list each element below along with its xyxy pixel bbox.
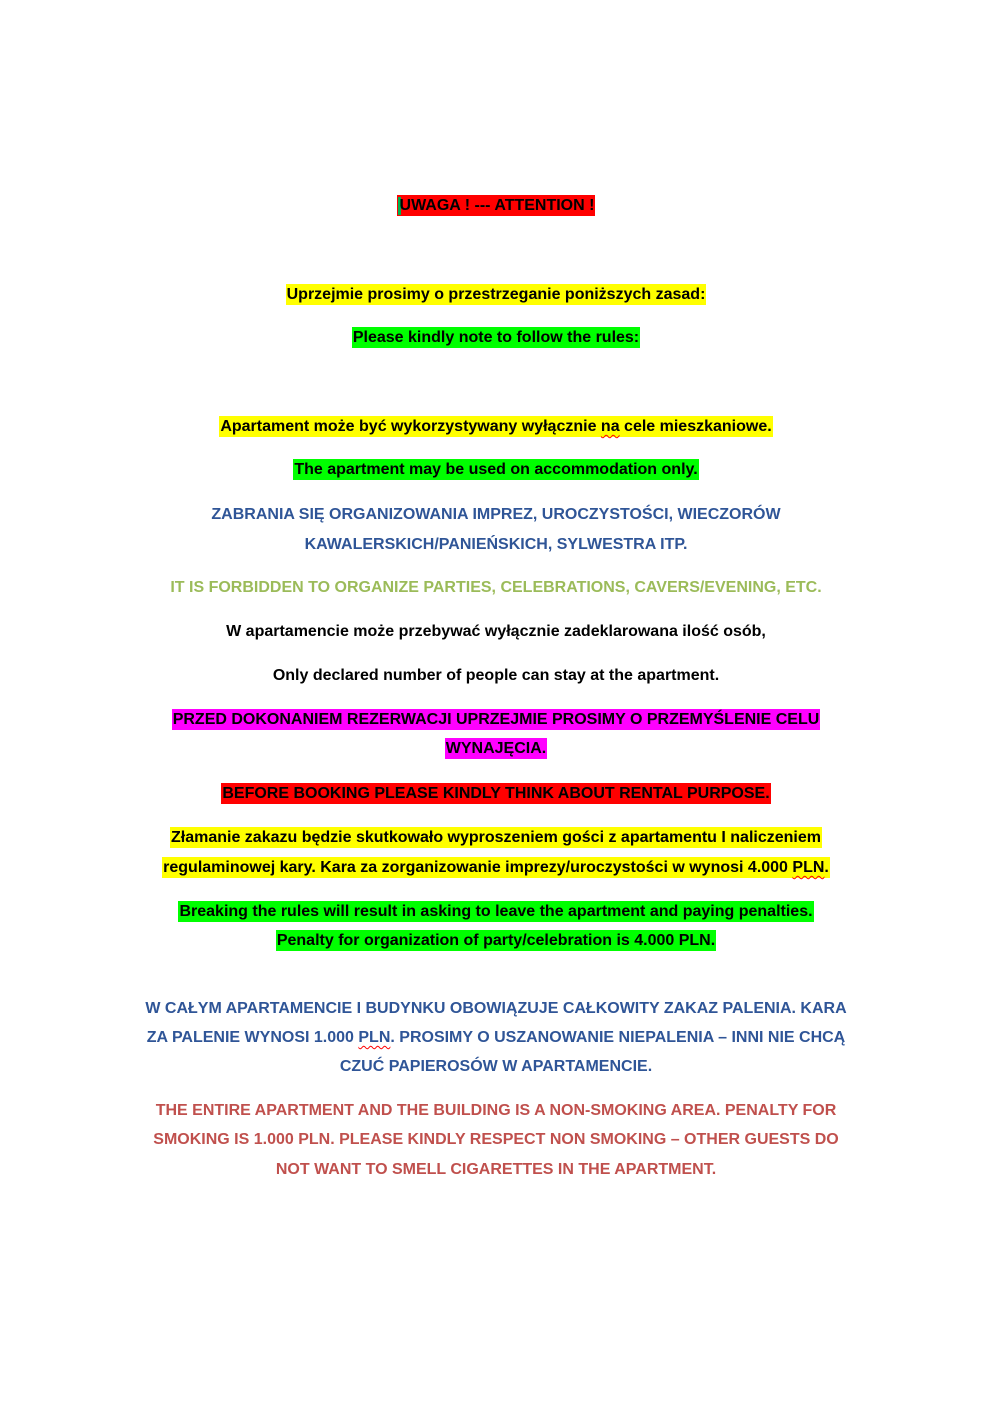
penalty-pl-part: PLN: [792, 859, 825, 876]
purpose-pl-line-1: [0, 705, 992, 735]
parties-en: IT IS FORBIDDEN TO ORGANIZE PARTIES, CELEBRATIONS, CAVERS/EVENING, ETC.: [170, 579, 822, 596]
rule-use-en: The apartment may be used on accommodation only.: [294, 461, 698, 478]
smoking-pl-line-3: CZUĆ PAPIEROSÓW W APARTAMENCIE.: [339, 1058, 653, 1075]
rule-use-en-line: [0, 455, 992, 485]
intro-pl: Uprzejmie prosimy o przestrzeganie poniższych zasad:: [286, 286, 706, 303]
smoking-pl-part: ZA PALENIE WYNOSI 1.000: [146, 1029, 359, 1046]
smoking-pl-part: PLN: [358, 1029, 391, 1046]
purpose-pl-line-2: [0, 734, 992, 764]
smoking-en-line-1: THE ENTIRE APARTMENT AND THE BUILDING IS A NON-SMOKING AREA. PENALTY FOR: [155, 1102, 837, 1119]
penalty-pl-line-1: [0, 823, 992, 853]
penalty-pl-2: [162, 857, 830, 878]
intro-pl-line: [0, 280, 992, 310]
parties-pl-line-1: ZABRANIA SIĘ ORGANIZOWANIA IMPREZ, UROCZYSTOŚCI, WIECZORÓW: [211, 506, 781, 523]
smoking-pl-part: . PROSIMY O USZANOWANIE NIEPALENIA – INNI NIE CHCĄ: [390, 1029, 846, 1046]
intro-en-line: [0, 323, 992, 353]
rule-use-pl-line: [0, 412, 992, 442]
rule-use-pl-part: na: [600, 418, 620, 435]
purpose-en-line: [0, 779, 992, 809]
smoking-pl-line-1: W CAŁYM APARTAMENCIE I BUDYNKU OBOWIĄZUJE CAŁKOWITY ZAKAZ PALENIA. KARA: [145, 1000, 847, 1017]
rule-use-pl: [219, 416, 772, 437]
parties-pl-line-2: KAWALERSKICH/PANIEŃSKICH, SYLWESTRA ITP.: [304, 536, 688, 553]
people-en: Only declared number of people can stay at the apartment.: [272, 667, 720, 684]
title-line: [0, 191, 992, 221]
attention-title: [397, 195, 596, 216]
attention-title-text: UWAGA ! --- ATTENTION !: [399, 197, 595, 214]
penalty-pl-1: Złamanie zakazu będzie skutkowało wyproszeniem gości z apartamentu I naliczeniem: [171, 829, 821, 846]
penalty-en-line-2: [0, 926, 992, 956]
people-pl: W apartamencie może przebywać wyłącznie zadeklarowana ilość osób,: [226, 623, 766, 640]
purpose-pl-2: WYNAJĘCIA.: [445, 740, 547, 757]
smoking-en-line-3: NOT WANT TO SMELL CIGARETTES IN THE APARTMENT.: [275, 1161, 717, 1178]
penalty-pl-part: .: [824, 859, 829, 876]
smoking-en-line-2: SMOKING IS 1.000 PLN. PLEASE KINDLY RESPECT NON SMOKING – OTHER GUESTS DO: [153, 1131, 839, 1148]
penalty-en-line-1: [0, 897, 992, 927]
penalty-en-1: Breaking the rules will result in asking to leave the apartment and paying penalties.: [179, 903, 813, 920]
penalty-pl-line-2: [0, 853, 992, 883]
penalty-en-2: Penalty for organization of party/celebration is 4.000 PLN.: [276, 932, 716, 949]
purpose-pl-1: PRZED DOKONANIEM REZERWACJI UPRZEJMIE PROSIMY O PRZEMYŚLENIE CELU: [172, 711, 820, 728]
intro-en: Please kindly note to follow the rules:: [352, 329, 640, 346]
rule-use-pl-part: cele mieszkaniowe.: [619, 418, 772, 435]
smoking-pl-line-2: [0, 1023, 992, 1053]
purpose-en: BEFORE BOOKING PLEASE KINDLY THINK ABOUT RENTAL PURPOSE.: [222, 785, 770, 802]
penalty-pl-part: regulaminowej kary. Kara za zorganizowanie imprezy/uroczystości w wynosi 4.000: [163, 859, 793, 876]
rule-use-pl-part: Apartament może być wykorzystywany wyłącznie: [220, 418, 601, 435]
